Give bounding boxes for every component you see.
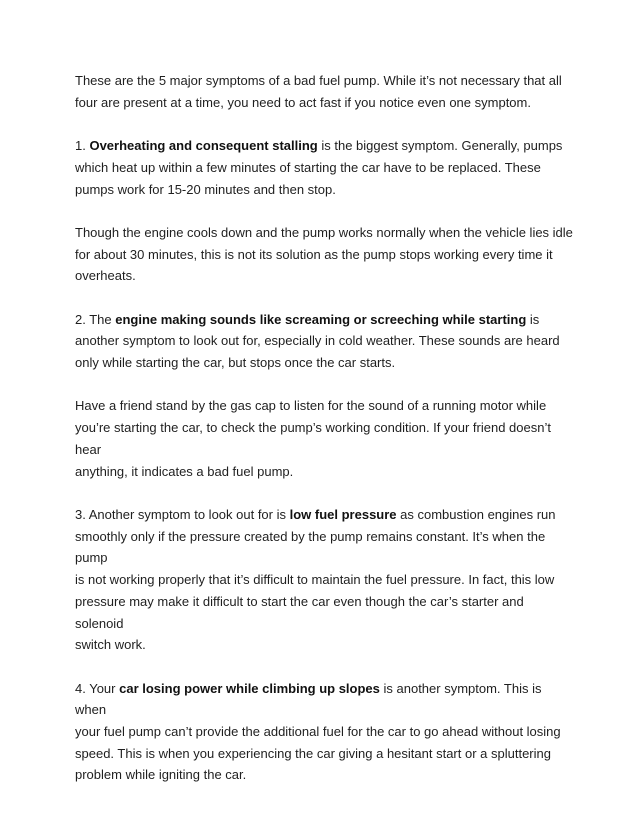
text-line <box>75 222 575 244</box>
text-run: Have a friend stand by the gas cap to listen for the sound of a running motor while <box>75 398 547 414</box>
paragraph <box>75 70 575 113</box>
text-run: four are present at a time, you need to act fast if you notice even one symptom. <box>75 94 531 110</box>
text-line <box>75 395 575 417</box>
text-line <box>75 330 575 352</box>
text-run: only while starting the car, but stops once the car starts. <box>75 355 396 371</box>
text-run: your fuel pump can’t provide the additional fuel for the car to go ahead without losing <box>75 724 561 739</box>
text-line <box>75 179 575 201</box>
text-line <box>75 764 575 786</box>
text-run: switch work. <box>75 637 146 653</box>
text-line <box>75 265 575 287</box>
text-line <box>75 678 575 721</box>
text-run: is <box>526 311 540 327</box>
bold-phrase: car losing power while climbing up slopes <box>119 680 380 696</box>
paragraph <box>75 678 575 787</box>
text-line <box>75 504 575 526</box>
paragraph <box>75 222 575 287</box>
text-run: which heat up within a few minutes of starting the car have to be replaced. These <box>75 159 541 175</box>
text-run: smoothly only if the pressure created by the pump remains constant. It’s when the pump <box>75 528 546 566</box>
text-line <box>75 569 575 591</box>
text-run: for about 30 minutes, this is not its solution as the pump stops working every time it <box>75 246 553 262</box>
text-line <box>75 70 575 92</box>
bold-phrase: low fuel pressure <box>289 506 397 522</box>
text-line <box>75 526 575 569</box>
text-line <box>75 309 575 331</box>
text-line <box>75 591 575 634</box>
text-run: overheats. <box>75 268 136 284</box>
text-line <box>75 352 575 374</box>
text-run: 2. The <box>75 311 116 327</box>
text-line <box>75 135 575 157</box>
text-run: is the biggest symptom. Generally, pumps <box>317 138 563 154</box>
text-run: pumps work for 15-20 minutes and then stop. <box>75 181 336 197</box>
text-run: pressure may make it difficult to start the car even though the car’s starter and solenoid <box>75 593 524 631</box>
bold-phrase: Overheating and consequent stalling <box>89 138 318 154</box>
text-line <box>75 92 575 114</box>
text-run: speed. This is when you experiencing the car giving a hesitant start or a spluttering <box>75 745 551 761</box>
text-run: you’re starting the car, to check the pump’s working condition. If your friend doesn’t hear <box>75 420 551 457</box>
text-run: another symptom to look out for, especially in cold weather. These sounds are heard <box>75 333 560 349</box>
text-line <box>75 157 575 179</box>
paragraph <box>75 395 575 482</box>
text-line <box>75 721 575 743</box>
text-run: 4. Your <box>75 680 120 696</box>
text-run: 1. <box>75 138 90 154</box>
text-run: is not working properly that it’s difficult to maintain the fuel pressure. In fact, this low <box>75 572 555 588</box>
document-body <box>75 70 575 808</box>
paragraph <box>75 504 575 656</box>
text-run: problem while igniting the car. <box>75 767 247 783</box>
text-run: These are the 5 major symptoms of a bad fuel pump. While it’s not necessary that all <box>75 73 562 88</box>
text-run: Though the engine cools down and the pump works normally when the vehicle lies idle <box>75 224 573 240</box>
paragraph <box>75 135 575 200</box>
text-line <box>75 461 575 483</box>
text-line <box>75 634 575 656</box>
bold-phrase: engine making sounds like screaming or screeching while starting <box>115 311 527 327</box>
text-line <box>75 417 575 460</box>
text-run: 3. Another symptom to look out for is <box>75 506 290 522</box>
paragraph <box>75 309 575 374</box>
text-run: anything, it indicates a bad fuel pump. <box>75 463 294 479</box>
text-run: as combustion engines run <box>396 506 556 522</box>
text-run: is another symptom. This is when <box>75 680 542 718</box>
text-line <box>75 244 575 266</box>
text-line <box>75 743 575 765</box>
